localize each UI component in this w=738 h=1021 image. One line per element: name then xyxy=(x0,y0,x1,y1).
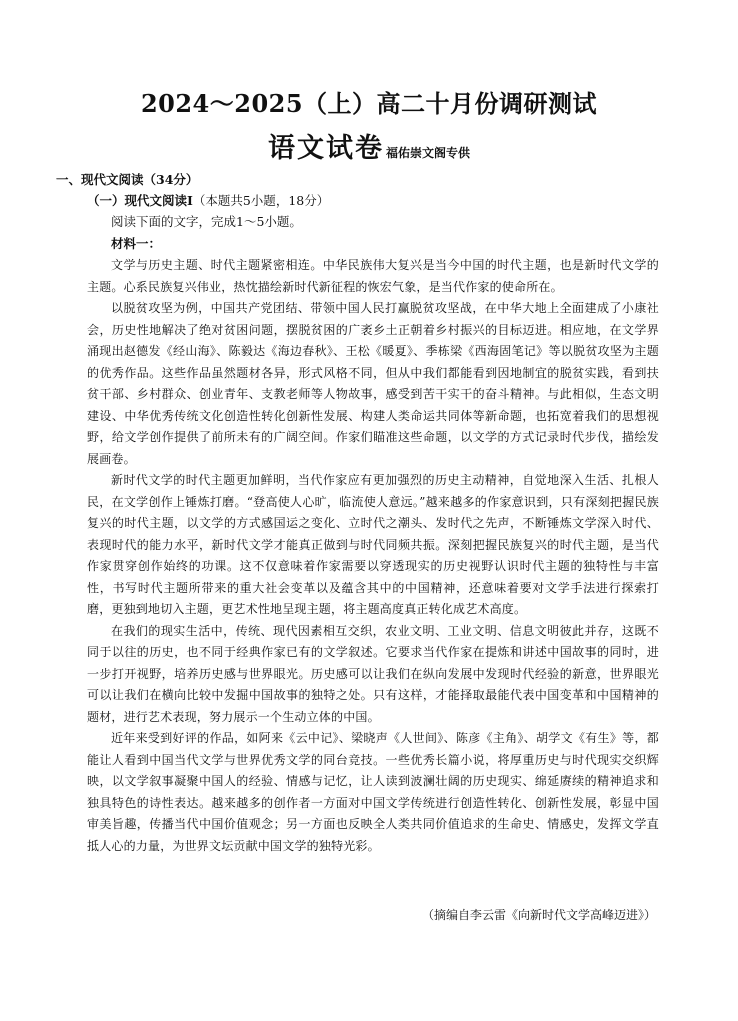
paragraph: 在我们的现实生活中，传统、现代因素相互交织，农业文明、工业文明、信息文明彼此并存，这既不同于以往的历史，也不同于经典作家已有的文学叙述。它要求当代作家在提炼和讲述中国故事的同时，进一步打开视野，培养历史感与世界眼光。历史感可以让我们在纵向发展中发现时代经验的新意，世界眼光可以让我们在横向比较中发掘中国故事的独特之处。只有这样，才能择取最能代表中国变革和中国精神的题材，进行艺术表现，努力展示一个生动立体的中国。 xyxy=(87,623,659,724)
material-label: 材料一： xyxy=(111,236,162,251)
passage-body xyxy=(87,255,659,857)
exam-subject: 语文试卷 xyxy=(267,133,384,164)
subsection-heading xyxy=(87,191,329,209)
paragraph: 文学与历史主题、时代主题紧密相连。中华民族伟大复兴是当今中国的时代主题，也是新时代文学的主题。心系民族复兴伟业，热忱描绘新时代新征程的恢宏气象，是当代作家的使命所在。 xyxy=(87,258,659,294)
paragraph: 新时代文学的时代主题更加鲜明，当代作家应有更加强烈的历史主动精神，自觉地深入生活、扎根人民，在文学创作上锤炼打磨。“登高使人心旷，临流使人意远。”越来越多的作家意识到，只有深刻把握民族复兴的时代主题，以文学的方式感国运之变化、立时代之潮头、发时代之先声，不断锤炼文学深入时代、表现时代的能力水平，新时代文学才能真正做到与时代同频共振。深刻把握民族复兴的时代主题，是当代作家贯穿创作始终的功课。这不仅意味着作家需要以穿透现实的历史视野认识时代主题的独特性与丰富性，书写时代主题所带来的重大社会变革以及蕴含其中的中国精神，还意味着要对文学手法进行探索打磨，更独到地切入主题，更艺术性地呈现主题，将主题高度真正转化成艺术高度。 xyxy=(87,473,659,616)
section-heading: 一、现代文阅读（34分） xyxy=(56,172,199,187)
exam-title: 2024～2025（上）高二十月份调研测试 xyxy=(140,89,598,118)
paragraph: 近年来受到好评的作品，如阿来《云中记》、梁晓声《人世间》、陈彦《主角》、胡学文《有生》等，都能让人看到中国当代文学与世界优秀文学的同台竞技。一些优秀长篇小说，将厚重历史与时代现实交织辉映，以文学叙事凝聚中国人的经验、情感与记忆，让人读到波澜壮阔的历史现实、绵延赓续的精神追求和独具特色的诗性表达。越来越多的创作者一方面对中国文学传统进行创造性转化、创新性发展，彰显中国审美旨趣，传播当代中国价值观念；另一方面也反映全人类共同价值追求的生命史、情感史，发挥文学直抵人心的力量，为世界文坛贡献中国文学的独特光彩。 xyxy=(87,731,659,853)
subsection-title: （一）现代文阅读Ⅰ xyxy=(87,193,193,208)
paragraph: 以脱贫攻坚为例，中国共产党团结、带领中国人民打赢脱贫攻坚战，在中华大地上全面建成了小康社会，历史性地解决了绝对贫困问题，摆脱贫困的广袤乡土正朝着乡村振兴的目标迈进。相应地，在文学界涌现出赵德发《经山海》、陈毅达《海边春秋》、王松《暖夏》、季栋梁《西海固笔记》等以脱贫攻坚为主题的优秀作品。这些作品虽然题材各异，形式风格不同，但从中我们都能看到因地制宜的脱贫实践，看到扶贫干部、乡村群众、创业青年、支教老师等人物故事，感受到苦干实干的奋斗精神。与此相似，生态文明建设、中华优秀传统文化创造性转化创新性发展、构建人类命运共同体等新命题，也拓宽着我们的思想视野，给文学创作提供了前所未有的广阔空间。作家们瞄准这些命题，以文学的方式记录时代步伐，描绘发展画卷。 xyxy=(87,301,659,466)
credit-text: 福佑崇文阁专供 xyxy=(385,146,470,160)
source-citation: （摘编自李云雷《向新时代文学高峰迈进》） xyxy=(421,908,656,922)
reading-instructions: 阅读下面的文字，完成1～5小题。 xyxy=(111,214,302,229)
exam-subtitle-line xyxy=(0,126,738,165)
subsection-note: （本题共5小题，18分） xyxy=(192,193,330,208)
